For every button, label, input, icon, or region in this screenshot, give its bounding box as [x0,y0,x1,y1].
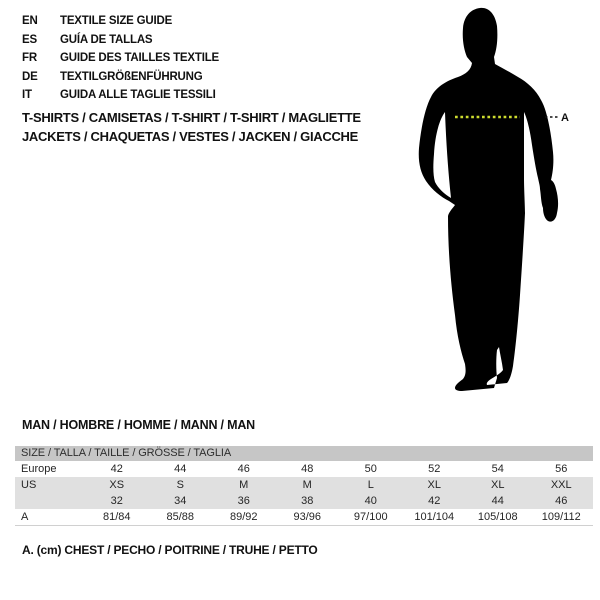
cell: XXL [550,479,572,491]
cell: 42 [110,463,123,475]
cell: M [239,479,249,491]
cell: 54 [491,463,504,475]
language-code: IT [22,89,32,102]
cell: 97/100 [353,511,388,523]
cell: 48 [301,463,314,475]
cell: 52 [428,463,441,475]
language-title: GUIDE DES TAILLES TEXTILE [60,52,219,65]
cell: 36 [237,495,250,507]
cell: XS [109,479,125,491]
cell: 38 [301,495,314,507]
table-row-us-numeric [15,493,593,509]
language-code: DE [22,70,38,83]
language-row-es [22,31,219,50]
language-code: ES [22,33,37,46]
language-title: GUÍA DE TALLAS [60,33,153,46]
cell: 109/112 [541,511,581,523]
cell: 46 [555,495,568,507]
language-code: FR [22,52,37,65]
language-title: TEXTILE SIZE GUIDE [60,15,173,27]
language-list [22,12,219,105]
cell: 105/108 [477,511,518,523]
cell: M [302,479,312,491]
row-label: Europe [21,463,57,475]
measurement-footnote: A. (cm) CHEST / PECHO / POITRINE / TRUHE / PETTO [22,543,318,557]
cell: XL [427,479,441,491]
table-row-europe [15,461,593,477]
cell: 50 [364,463,377,475]
cell: 93/96 [293,511,322,523]
language-title: GUIDA ALLE TAGLIE TESSILI [60,89,216,102]
size-table [15,446,593,526]
man-silhouette [419,8,558,391]
cell: 42 [428,495,441,507]
row-label: A [21,511,29,523]
cell: 34 [174,495,187,507]
table-row-chest [15,509,593,525]
cell: 44 [491,495,504,507]
cell: 101/104 [414,511,455,523]
language-title: TEXTILGRÖßENFÜHRUNG [60,70,203,83]
category-tshirts: T-SHIRTS / CAMISETAS / T-SHIRT / T-SHIRT / MAGLIETTE [22,110,361,125]
cell: 46 [237,463,250,475]
category-jackets: JACKETS / CHAQUETAS / VESTES / JACKEN / GIACCHE [22,128,358,144]
language-row-it [22,86,219,105]
language-row-en [22,12,219,31]
garment-categories [22,109,361,146]
section-title-man: MAN / HOMBRE / HOMME / MANN / MAN [22,418,255,432]
cell: S [176,479,184,491]
cell: 85/88 [166,511,195,523]
size-table-header: SIZE / TALLA / TAILLE / GRÖSSE / TAGLIA [15,446,593,461]
measure-label-a: A [561,112,569,124]
cell: 89/92 [229,511,258,523]
cell: 56 [555,463,568,475]
cell: 44 [174,463,187,475]
cell: L [367,479,374,491]
cell: 40 [364,495,377,507]
row-label [15,493,85,509]
cell: 32 [110,495,123,507]
cell: 81/84 [102,511,131,523]
language-row-fr [22,49,219,68]
table-row-us [15,477,593,493]
cell: XL [491,479,505,491]
row-label: US [21,479,37,491]
language-code: EN [22,15,38,27]
man-silhouette-figure [410,0,570,410]
language-row-de [22,68,219,87]
